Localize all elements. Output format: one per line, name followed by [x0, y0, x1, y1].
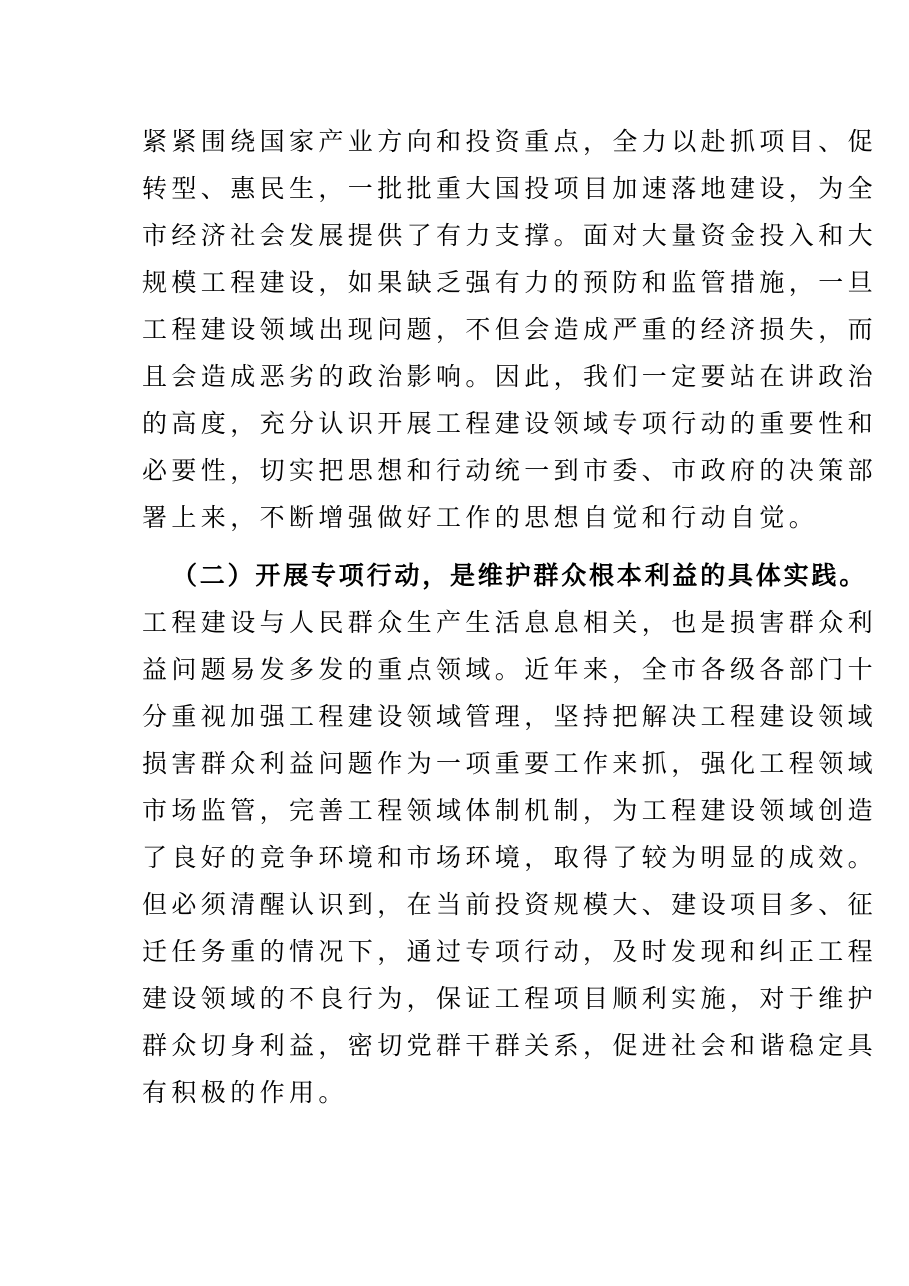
text-line: 市经济社会发展提供了有力支撑。面对大量资金投入和大 [142, 221, 878, 250]
section-heading: （二）开展专项行动，是维护群众根本利益的具体实践。 [172, 561, 868, 590]
text-line: 必要性，切实把思想和行动统一到市委、市政府的决策部 [142, 456, 878, 485]
text-line: 紧紧围绕国家产业方向和投资重点，全力以赴抓项目、促 [142, 127, 878, 156]
text-line: 但必须清醒认识到，在当前投资规模大、建设项目多、征 [142, 890, 878, 919]
text-line: 分重视加强工程建设领域管理，坚持把解决工程建设领域 [142, 702, 878, 731]
text-line: 且会造成恶劣的政治影响。因此，我们一定要站在讲政治 [142, 362, 878, 391]
text-line: 署上来，不断增强做好工作的思想自觉和行动自觉。 [142, 503, 819, 532]
text-line: 了良好的竞争环境和市场环境，取得了较为明显的成效。 [142, 843, 878, 872]
text-line: 群众切身利益，密切党群干群关系，促进社会和谐稳定具 [142, 1031, 878, 1060]
text-line: 建设领域的不良行为，保证工程项目顺利实施，对于维护 [142, 984, 878, 1013]
text-line: 工程建设领域出现问题，不但会造成严重的经济损失，而 [142, 315, 878, 344]
text-line: 转型、惠民生，一批批重大国投项目加速落地建设，为全 [142, 174, 878, 203]
text-line: 的高度，充分认识开展工程建设领域专项行动的重要性和 [142, 409, 878, 438]
text-line: 规模工程建设，如果缺乏强有力的预防和监管措施，一旦 [142, 268, 878, 297]
text-line: 益问题易发多发的重点领域。近年来，全市各级各部门十 [142, 655, 878, 684]
text-line: 迁任务重的情况下，通过专项行动，及时发现和纠正工程 [142, 937, 878, 966]
text-line: 有积极的作用。 [142, 1078, 348, 1107]
text-line: 市场监管，完善工程领域体制机制，为工程建设领域创造 [142, 796, 878, 825]
text-line: 工程建设与人民群众生产生活息息相关，也是损害群众利 [142, 608, 878, 637]
text-line: 损害群众利益问题作为一项重要工作来抓，强化工程领域 [142, 749, 878, 778]
